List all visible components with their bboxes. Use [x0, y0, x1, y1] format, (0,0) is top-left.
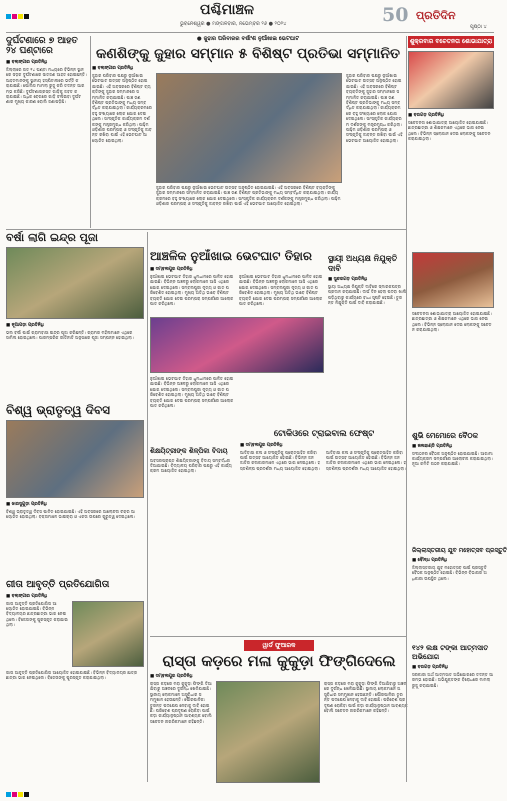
article-youth-festival	[412, 547, 507, 638]
photo-puja	[6, 247, 144, 319]
byline: ■ ବରଗଡ଼ ପ୍ରତିନିଧି	[412, 665, 448, 670]
section-title: ପଶ୍ଚିମାଞ୍ଚଳ	[200, 2, 255, 18]
headline: ଶୁଭି ମେମୋରେ ବୈଠକ	[412, 431, 479, 440]
paper-name: ପ୍ରତିଦିନ	[416, 9, 456, 22]
byline: ■ ବରଗଡ଼ ପ୍ରତିନିଧି	[408, 113, 444, 118]
body-text-col1: ଆଦିବାସୀ କଳା ଓ ସଂସ୍କୃତିକୁ ପ୍ରୋତ୍ସାହିତ କରିବା ପାଇଁ ଉତ୍ସବ ଆୟୋଜିତ ହୋଇଛି। ବିଭିନ୍ନ ଜନଜାତିର କଳାକାରମାନେ ଏଥିରେ ଭାଗ ନେଇଥିଲେ। ହସ୍ତଶିଳ୍ପ ପ୍ରଦର୍ଶନୀ ମଧ୍ୟ ଆୟୋଜିତ ହୋଇଥିଲା।	[240, 449, 321, 471]
body-text-col1: ଜୁହାର ପରିବାର ପକ୍ଷରୁ ନୁଆଁଖାଇ ଭେଟଘାଟ ଉତ୍ସବ ଅନୁଷ୍ଠିତ ହୋଇଯାଇଛି। ଏହି ଅବସରରେ ବିଶିଷ୍ଟ ବ୍ୟକ୍ତିଙ୍କୁ ଜୁହାର ସମ୍ମାନରେ ସମ୍ମାନିତ କରାଯାଇଛି। ପାଞ୍ଚ ଜଣ ବିଶିଷ୍ଟ ପ୍ରତିଭାଙ୍କୁ ମଧ୍ୟ ସମ୍ବର୍ଦ୍ଧିତ କରାଯାଇଥିଲା। କାର୍ଯ୍ୟକ୍ରମରେ ବହୁ ସଂଖ୍ୟାରେ ଲୋକ ଯୋଗ ଦେଇଥିଲେ। ସାଂସ୍କୃତିକ କାର୍ଯ୍ୟକ୍ରମ ଦର୍ଶକଙ୍କୁ ମନ୍ତ୍ରମୁଗ୍ଧ କରିଥିଲା। ପଶ୍ଚିମ ଓଡ଼ିଶାର ପରମ୍ପରା ଓ ସଂସ୍କୃତିକୁ ଜୀବନ୍ତ ରଖିବା ପାଇଁ ଏହି ଭେଟଘାଟ ଆୟୋଜିତ ହୋଇଥିଲା।	[92, 73, 152, 143]
article-ward	[150, 640, 408, 782]
body-text-col1: ନୁଆଁଖାଇ ଭେଟଘାଟ ତିହାର ଧୁମଧାମରେ ପାଳିତ ହୋଇଯାଇଛି। ବିଭିନ୍ନ ଅଞ୍ଚଳରୁ ଲୋକମାନେ ଆସି ଏଥିରେ ଯୋଗ ଦେଇଥିଲେ। ସମ୍ବଲପୁରୀ ନୃତ୍ୟ ଓ ଗୀତ ପରିବେଶିତ ହୋଇଥିଲା। ମୁଖ୍ୟ ଅତିଥି ଭାବେ ବିଶିଷ୍ଟ ବ୍ୟକ୍ତି ଯୋଗ ଦେଇ ପରମ୍ପରା ସମ୍ପର୍କରେ ଆଲୋକପାତ କରିଥିଲେ।	[150, 274, 234, 307]
masthead-rule	[6, 32, 494, 33]
article-nuakhai	[150, 250, 324, 370]
masthead	[0, 0, 500, 34]
article-farewell	[150, 376, 236, 506]
column-rule	[147, 232, 148, 782]
byline: ■ କଳାହାଣ୍ଡି ପ୍ରତିନିଧି	[412, 443, 453, 449]
photo-protest	[412, 252, 494, 308]
body-text-col3: ଜୁହାର ପରିବାର ପକ୍ଷରୁ ନୁଆଁଖାଇ ଭେଟଘାଟ ଉତ୍ସବ ଅନୁଷ୍ଠିତ ହୋଇଯାଇଛି। ଏହି ଅବସରରେ ବିଶିଷ୍ଟ ବ୍ୟକ୍ତିଙ୍କୁ ଜୁହାର ସମ୍ମାନରେ ସମ୍ମାନିତ କରାଯାଇଛି। ପାଞ୍ଚ ଜଣ ବିଶିଷ୍ଟ ପ୍ରତିଭାଙ୍କୁ ମଧ୍ୟ ସମ୍ବର୍ଦ୍ଧିତ କରାଯାଇଥିଲା। କାର୍ଯ୍ୟକ୍ରମରେ ବହୁ ସଂଖ୍ୟାରେ ଲୋକ ଯୋଗ ଦେଇଥିଲେ। ସାଂସ୍କୃତିକ କାର୍ଯ୍ୟକ୍ରମ ଦର୍ଶକଙ୍କୁ ମନ୍ତ୍ରମୁଗ୍ଧ କରିଥିଲା। ପଶ୍ଚିମ ଓଡ଼ିଶାର ପରମ୍ପରା ଓ ସଂସ୍କୃତିକୁ ଜୀବନ୍ତ ରଖିବା ପାଇଁ ଏହି ଭେଟଘାଟ ଆୟୋଜିତ ହୋଇଥିଲା।	[346, 73, 403, 143]
body-text-col1: ରାସ୍ତା କଡ଼ରେ ମରା କୁକୁଡ଼ା ଫିଙ୍ଗି ଦିଆଯିବାରୁ ଅଞ୍ଚଳରେ ଦୁର୍ଗନ୍ଧ ଖେଳିଯାଇଛି। ସ୍ଥାନୀୟ ଲୋକମାନେ ଅସୁବିଧାର ସମ୍ମୁଖୀନ ହେଉଛନ୍ତି। ପୌରପାଳିକା ତୁରନ୍ତ ପଦକ୍ଷେପ ନେବାକୁ ଦାବି ହୋଇଛି। ପରିବେଶ ପ୍ରଦୂଷଣ ରୋକିବା ପାଇଁ କଡ଼ା କାର୍ଯ୍ୟାନୁଷ୍ଠାନ ଆବଶ୍ୟକ ବୋଲି ସଚେତନ ନାଗରିକମାନେ କହିଛନ୍ତି।	[150, 681, 212, 724]
column-rule	[406, 36, 407, 782]
kicker: ● ଜୁହାର ପରିବାରର ବର୍ଷାଂଶ ନୁଆଁଖାଇ ଭେଟଘାଟ	[196, 36, 300, 42]
body-text-top: ନୁଆଁଖାଇ ଭେଟଘାଟ ତିହାର ଧୁମଧାମରେ ପାଳିତ ହୋଇଯାଇଛି। ବିଭିନ୍ନ ଅଞ୍ଚଳରୁ ଲୋକମାନେ ଆସି ଏଥିରେ ଯୋଗ ଦେଇଥିଲେ। ସମ୍ବଲପୁରୀ ନୃତ୍ୟ ଓ ଗୀତ ପରିବେଶିତ ହୋଇଥିଲା। ମୁଖ୍ୟ ଅତିଥି ଭାବେ ବିଶିଷ୍ଟ ବ୍ୟକ୍ତି ଯୋଗ ଦେଇ ପରମ୍ପରା ସମ୍ପର୍କରେ ଆଲୋକପାତ କରିଥିଲେ।	[150, 376, 234, 409]
article-gita-recital	[6, 580, 144, 782]
article-main	[92, 36, 404, 246]
byline: ■ ଝାରସୁଗୁଡ଼ା ପ୍ରତିନିଧି	[6, 502, 47, 507]
body-text-col2: ଆଦିବାସୀ କଳା ଓ ସଂସ୍କୃତିକୁ ପ୍ରୋତ୍ସାହିତ କରିବା ପାଇଁ ଉତ୍ସବ ଆୟୋଜିତ ହୋଇଛି। ବିଭିନ୍ନ ଜନଜାତିର କଳାକାରମାନେ ଏଥିରେ ଭାଗ ନେଇଥିଲେ। ହସ୍ତଶିଳ୍ପ ପ୍ରଦର୍ଶନୀ ମଧ୍ୟ ଆୟୋଜିତ ହୋଇଥିଲା।	[326, 449, 407, 471]
headline: ଗୀତା ଆବୃତ୍ତି ପ୍ରତିଯୋଗିତା	[6, 579, 110, 590]
byline: ■ ସମ୍ବଲପୁର ପ୍ରତିନିଧି	[240, 442, 283, 448]
headline: ବର୍ଷା ଲାଗି ଇନ୍ଦ୍ର ପୂଜା	[6, 231, 98, 244]
body-text: ସ୍ଥାୟୀ ଅଧ୍ୟକ୍ଷ ନିଯୁକ୍ତି ଦାବିରେ ସ୍ମାରକପତ୍ର ପ୍ରଦାନ କରାଯାଇଛି। ଦୀର୍ଘ ଦିନ ହେଲା ପଦବୀ ଖାଲି ପଡ଼ିଥିବାରୁ କାର୍ଯ୍ୟରେ ବାଧା ସୃଷ୍ଟି ହେଉଛି। ତୁରନ୍ତ ନିଯୁକ୍ତି ପାଇଁ ଦାବି କରାଯାଇଛି।	[328, 284, 407, 306]
body-text: ସଂଗଠନର ବୈଠକ ଅନୁଷ୍ଠିତ ହୋଇଯାଇଛି। ଆଗାମୀ କାର୍ଯ୍ୟକ୍ରମ ସମ୍ପର୍କରେ ଆଲୋଚନା କରାଯାଇଥିଲା। ନୂଆ କମିଟି ଗଠନ କରାଯାଇଛି।	[412, 450, 493, 467]
byline: ■ ବୌଦ୍ଧ ପ୍ରତିନିଧି	[412, 558, 448, 563]
registration-strip	[6, 782, 30, 801]
headline: ଜିଲ୍ଲାସ୍ତରୀୟ ଯୁବ ମହୋତ୍ସବ ପ୍ରସ୍ତୁତି	[412, 547, 507, 554]
body-text: ଅବସରପ୍ରାପ୍ତ ଶିକ୍ଷୟିତ୍ରୀଙ୍କୁ ବିଦାୟ ସମ୍ବର୍ଦ୍ଧନା ଦିଆଯାଇଛି। ବିଦ୍ୟାଳୟ ପରିବାର ପକ୍ଷରୁ ଏହି କାର୍ଯ୍ୟକ୍ରମ ଆୟୋଜିତ ହୋଇଥିଲା।	[150, 457, 232, 474]
section-rule	[6, 229, 406, 230]
headline: ଶିକ୍ଷୟିତ୍ରୀଙ୍କ ଶିଳ୍ପିକା ବିଦାୟ	[150, 447, 228, 455]
byline: ■ ବଲାଙ୍ଗୀର ପ୍ରତିନିଧି	[6, 593, 48, 599]
body-text-col2: ନୁଆଁଖାଇ ଭେଟଘାଟ ତିହାର ଧୁମଧାମରେ ପାଳିତ ହୋଇଯାଇଛି। ବିଭିନ୍ନ ଅଞ୍ଚଳରୁ ଲୋକମାନେ ଆସି ଏଥିରେ ଯୋଗ ଦେଇଥିଲେ। ସମ୍ବଲପୁରୀ ନୃତ୍ୟ ଓ ଗୀତ ପରିବେଶିତ ହୋଇଥିଲା। ମୁଖ୍ୟ ଅତିଥି ଭାବେ ବିଶିଷ୍ଟ ବ୍ୟକ୍ତି ଯୋଗ ଦେଇ ପରମ୍ପରା ସମ୍ପର୍କରେ ଆଲୋକପାତ କରିଥିଲେ।	[239, 274, 323, 307]
article-indra-puja	[6, 232, 144, 398]
body-text: ଜିଲ୍ଲାସ୍ତରୀୟ ଯୁବ ମହୋତ୍ସବ ପାଇଁ ପ୍ରସ୍ତୁତି ବୈଠକ ଅନୁଷ୍ଠିତ ହୋଇଛି। ବିଭିନ୍ନ ବିଭାଗର ଅଧିକାରୀ ଉପସ୍ଥିତ ଥିଲେ।	[412, 565, 487, 581]
headline: ଶୁକ୍ରବାର ବଚେତନତା ଶୋଭାଯାତ୍ରା	[408, 36, 494, 48]
kicker: ୱାର୍ଡ ଫୁଆରକ	[244, 640, 314, 651]
section-rule	[150, 636, 406, 637]
headline: କଣଶିଙ୍କୁ ଜୁହାର ସମ୍ମାନ ୫ ବିଶିଷ୍ଟ ପ୍ରତିଭା ସମ୍ମାନିତ	[96, 46, 400, 62]
photo-event	[6, 420, 144, 498]
headline: ୧୪୨ ଲକ୍ଷ ଟଙ୍କା ଆତ୍ମସାତ ଅଭିଯୋଗ	[412, 644, 489, 661]
body-text-col2: ରାସ୍ତା କଡ଼ରେ ମରା କୁକୁଡ଼ା ଫିଙ୍ଗି ଦିଆଯିବାରୁ ଅଞ୍ଚଳରେ ଦୁର୍ଗନ୍ଧ ଖେଳିଯାଇଛି। ସ୍ଥାନୀୟ ଲୋକମାନେ ଅସୁବିଧାର ସମ୍ମୁଖୀନ ହେଉଛନ୍ତି। ପୌରପାଳିକା ତୁରନ୍ତ ପଦକ୍ଷେପ ନେବାକୁ ଦାବି ହୋଇଛି। ପରିବେଶ ପ୍ରଦୂଷଣ ରୋକିବା ପାଇଁ କଡ଼ା କାର୍ଯ୍ୟାନୁଷ୍ଠାନ ଆବଶ୍ୟକ ବୋଲି ସଚେତନ ନାଗରିକମାନେ କହିଛନ୍ତି।	[324, 681, 408, 714]
column-rule	[90, 36, 91, 228]
byline: ■ ସମ୍ବଲପୁର ପ୍ରତିନିଧି	[150, 674, 193, 679]
headline: ଆଞ୍ଚଳିକ ନୁଆଁଖାଇ ଭେଟଘାଟ ତିହାର	[150, 249, 313, 263]
headline: ରାସ୍ତା କଡ଼ରେ ମଳା କୁକୁଡ଼ା ଫିଙ୍ଗିଦେଲେ	[162, 652, 396, 670]
article-right-mid	[412, 252, 494, 374]
photo-stage	[150, 317, 324, 373]
headline: ଟୋକିଓରେ ଟ୍ରାଇବାଲ ଫେଷ୍ଟ	[273, 429, 375, 439]
body-text: ଭଲ ବର୍ଷା ପାଇଁ ଗ୍ରାମବାସୀ ଇନ୍ଦ୍ର ପୂଜା କରିଛନ୍ତି। ଗ୍ରାମର ମହିଳାମାନେ ଏଥିରେ ସାମିଲ ହୋଇଥିଲେ। ପାରମ୍ପରିକ ରୀତିନୀତି ଅନୁସାରେ ପୂଜା ସମ୍ପନ୍ନ ହୋଇଥିଲା।	[6, 330, 134, 341]
article-meeting	[412, 432, 494, 542]
byline: ■ ବଲାଙ୍ଗୀର ପ୍ରତିନିଧି	[92, 66, 134, 71]
photo-felicitation	[156, 73, 342, 183]
photo-roadside	[216, 681, 320, 783]
logo-number: 50	[382, 4, 409, 26]
photo-students	[72, 601, 144, 667]
body-text: ଜିଲ୍ଲାରେ ଗତ ୨୪ ଘଣ୍ଟା ମଧ୍ୟରେ ବିଭିନ୍ନ ସ୍ଥାନରେ ସଡ଼କ ଦୁର୍ଘଟଣାରେ ସାତଜଣ ଆହତ ହୋଇଛନ୍ତି। ଆହତମାନଙ୍କୁ ସ୍ଥାନୀୟ ହସ୍ପିଟାଲରେ ଭର୍ତ୍ତି କରାଯାଇଛି। ପୋଲିସ ମାମଲା ରୁଜୁ କରି ତଦନ୍ତ ଆରମ୍ଭ କରିଛି। ଦୁର୍ଘଟଣାଗ୍ରସ୍ତ ଗାଡ଼ିକୁ ଜବତ କରାଯାଇଛି। ଅଧିକ ବେଗରେ ଗାଡ଼ି ଚଳାଇବା ଦୁର୍ଘଟଣାର ମୁଖ୍ୟ କାରଣ ବୋଲି ଜଣାପଡ଼ିଛି।	[6, 67, 87, 105]
byline: ■ ସୁନ୍ଦରଗଡ଼ ପ୍ରତିନିଧି	[328, 277, 368, 282]
article-tribal-fest	[240, 430, 408, 544]
article-demand	[328, 254, 408, 420]
date-line: ଭୁବନେଶ୍ୱର ● ମଙ୍ଗଳବାର, ନଭେମ୍ବର ୨୬ ● ୨୦୨୪	[180, 21, 287, 27]
body-text: ସଚେତନତା ଶୋଭାଯାତ୍ରା ଆୟୋଜିତ ହୋଇଯାଇଛି। ଛାତ୍ରଛାତ୍ରୀ ଓ ଶିକ୍ଷକମାନେ ଏଥିରେ ଭାଗ ନେଇଥିଲେ। ବିଭିନ୍ନ ସ୍ଲୋଗାନ ଦେଇ ଲୋକଙ୍କୁ ସଚେତନ କରାଯାଇଥିଲା।	[408, 120, 491, 142]
byline: ■ ବଲାଙ୍ଗୀର ପ୍ରତିନିଧି	[6, 60, 48, 65]
body-text-col1: ଗୀତା ଆବୃତ୍ତି ପ୍ରତିଯୋଗିତା ଆୟୋଜିତ ହୋଇଯାଇଛି। ବିଭିନ୍ନ ବିଦ୍ୟାଳୟର ଛାତ୍ରଛାତ୍ରୀ ଭାଗ ନେଇଥିଲେ। ବିଜେତାଙ୍କୁ ପୁରସ୍କୃତ କରାଯାଇଥିଲା।	[6, 600, 68, 628]
byline: ■ ସମ୍ବଲପୁର ପ୍ରତିନିଧି	[150, 267, 193, 272]
body-text: ସଚେତନତା ଶୋଭାଯାତ୍ରା ଆୟୋଜିତ ହୋଇଯାଇଛି। ଛାତ୍ରଛାତ୍ରୀ ଓ ଶିକ୍ଷକମାନେ ଏଥିରେ ଭାଗ ନେଇଥିଲେ। ବିଭିନ୍ନ ସ୍ଲୋଗାନ ଦେଇ ଲୋକଙ୍କୁ ସଚେତନ କରାଯାଇଥିଲା।	[412, 311, 492, 333]
body-text: ବିଶ୍ୱ ଭ୍ରାତୃତ୍ୱ ଦିବସ ପାଳିତ ହୋଇଯାଇଛି। ଏହି ଅବସରରେ ଆଲୋଚନା ଚକ୍ର ଆୟୋଜିତ ହୋଇଥିଲା। ବକ୍ତାମାନେ ଭାଇଚାରା ଓ ଏକତା ଉପରେ ଗୁରୁତ୍ୱ ଦେଇଥିଲେ।	[6, 509, 136, 520]
headline: ବିଶ୍ୱ ଭ୍ରାତୃତ୍ୱ ଦିବସ	[6, 403, 110, 417]
article-accident	[6, 36, 88, 226]
body-text-col2: ଗୀତା ଆବୃତ୍ତି ପ୍ରତିଯୋଗିତା ଆୟୋଜିତ ହୋଇଯାଇଛି। ବିଭିନ୍ନ ବିଦ୍ୟାଳୟର ଛାତ୍ରଛାତ୍ରୀ ଭାଗ ନେଇଥିଲେ। ବିଜେତାଙ୍କୁ ପୁରସ୍କୃତ କରାଯାଇଥିଲା।	[6, 669, 138, 680]
article-brotherhood	[6, 404, 144, 574]
photo-rally	[408, 51, 494, 109]
body-text: ସରକାରୀ ଅର୍ଥ ଆତ୍ମସାତ ଅଭିଯୋଗରେ ତଦନ୍ତ ଆରମ୍ଭ ହୋଇଛି। ଅଭିଯୁକ୍ତଙ୍କ ବିରୋଧରେ ମାମଲା ରୁଜୁ କରାଯାଇଛି।	[412, 672, 494, 688]
article-embezzlement	[412, 644, 494, 782]
registration-marks	[6, 4, 30, 23]
headline: ସ୍ଥାୟୀ ଅଧ୍ୟକ୍ଷ ନିଯୁକ୍ତି ଦାବି	[328, 254, 398, 273]
article-rally	[408, 36, 494, 246]
byline: ■ ନୂଆପଡ଼ା ପ୍ରତିନିଧି	[6, 323, 44, 328]
page-label: ପୃଷ୍ଠା ୪	[470, 24, 487, 30]
body-text-col2: ଜୁହାର ପରିବାର ପକ୍ଷରୁ ନୁଆଁଖାଇ ଭେଟଘାଟ ଉତ୍ସବ ଅନୁଷ୍ଠିତ ହୋଇଯାଇଛି। ଏହି ଅବସରରେ ବିଶିଷ୍ଟ ବ୍ୟକ୍ତିଙ୍କୁ ଜୁହାର ସମ୍ମାନରେ ସମ୍ମାନିତ କରାଯାଇଛି। ପାଞ୍ଚ ଜଣ ବିଶିଷ୍ଟ ପ୍ରତିଭାଙ୍କୁ ମଧ୍ୟ ସମ୍ବର୍ଦ୍ଧିତ କରାଯାଇଥିଲା। କାର୍ଯ୍ୟକ୍ରମରେ ବହୁ ସଂଖ୍ୟାରେ ଲୋକ ଯୋଗ ଦେଇଥିଲେ। ସାଂସ୍କୃତିକ କାର୍ଯ୍ୟକ୍ରମ ଦର୍ଶକଙ୍କୁ ମନ୍ତ୍ରମୁଗ୍ଧ କରିଥିଲା। ପଶ୍ଚିମ ଓଡ଼ିଶାର ପରମ୍ପରା ଓ ସଂସ୍କୃତିକୁ ଜୀବନ୍ତ ରଖିବା ପାଇଁ ଏହି ଭେଟଘାଟ ଆୟୋଜିତ ହୋଇଥିଲା।	[156, 185, 341, 207]
headline: ଦୁର୍ଘଟଣାରେ ୭ ଆହତ ୨୪ ଘଣ୍ଟାରେ	[6, 36, 78, 56]
